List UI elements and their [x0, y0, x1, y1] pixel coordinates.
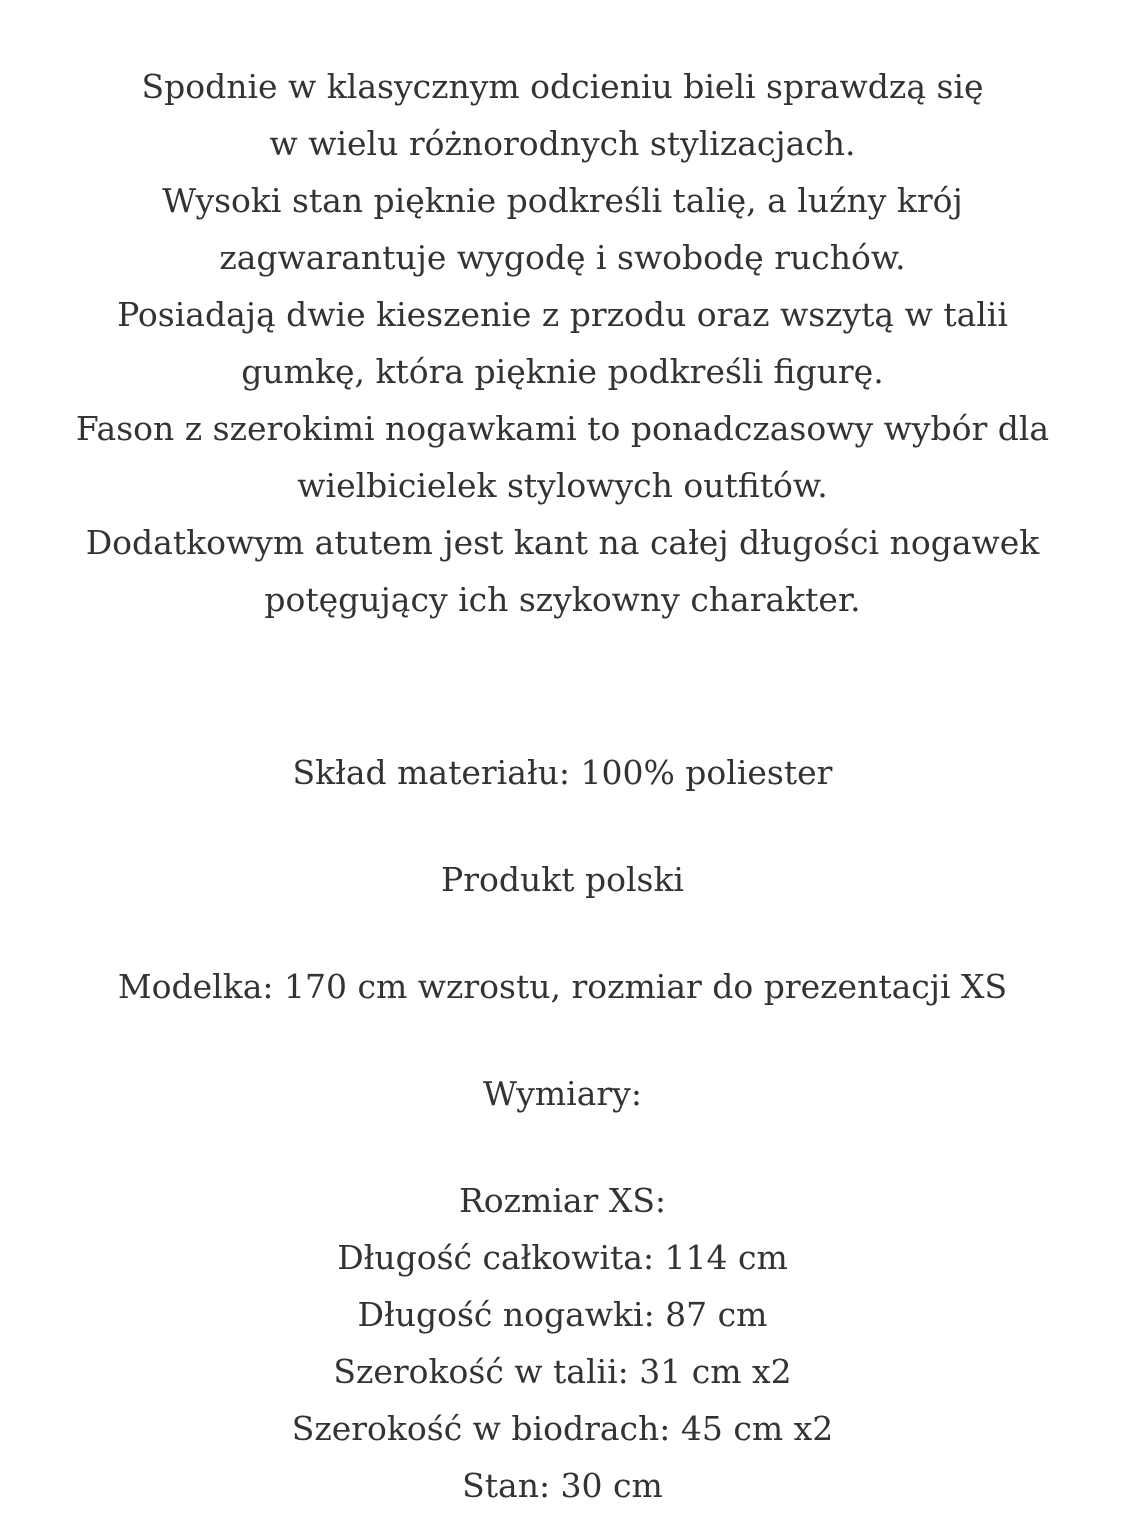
- size-dimensions: [0, 1172, 1125, 1514]
- description-line: Posiadają dwie kieszenie z przodu oraz wszytą w talii: [117, 295, 1008, 334]
- description-line: Fason z szerokimi nogawkami to ponadczasowy wybór dla: [75, 409, 1050, 448]
- model-info: Modelka: 170 cm wzrostu, rozmiar do prezentacji XS: [117, 967, 1008, 1006]
- description-line: Wysoki stan pięknie podkreśli talię, a luźny krój: [162, 181, 963, 220]
- material-composition: Skład materiału: 100% poliester: [292, 753, 833, 792]
- spacer: [0, 801, 1125, 851]
- description-line: w wielu różnorodnych stylizacjach.: [269, 124, 856, 163]
- rise: Stan: 30 cm: [462, 1466, 663, 1505]
- product-description: [0, 58, 1125, 628]
- description-line: zagwarantuje wygodę i swobodę ruchów.: [219, 238, 906, 277]
- total-length: Długość całkowita: 114 cm: [337, 1238, 788, 1277]
- hip-width: Szerokość w biodrach: 45 cm x2: [291, 1409, 834, 1448]
- product-origin: Produkt polski: [440, 860, 684, 899]
- description-line: Dodatkowym atutem jest kant na całej długości nogawek: [85, 523, 1040, 562]
- dimensions-heading: Wymiary:: [483, 1074, 642, 1113]
- size-label: Rozmiar XS:: [458, 1181, 667, 1220]
- spacer: [0, 1122, 1125, 1172]
- waist-width: Szerokość w talii: 31 cm x2: [333, 1352, 792, 1391]
- description-line: gumkę, która pięknie podkreśli figurę.: [241, 352, 884, 391]
- spacer: [0, 908, 1125, 958]
- description-line: potęgujący ich szykowny charakter.: [264, 580, 861, 619]
- description-line: Spodnie w klasycznym odcieniu bieli sprawdzą się: [141, 67, 984, 106]
- spacer: [0, 1015, 1125, 1065]
- leg-length: Długość nogawki: 87 cm: [357, 1295, 768, 1334]
- product-details: [0, 744, 1125, 1172]
- description-line: wielbicielek stylowych outfitów.: [297, 466, 828, 505]
